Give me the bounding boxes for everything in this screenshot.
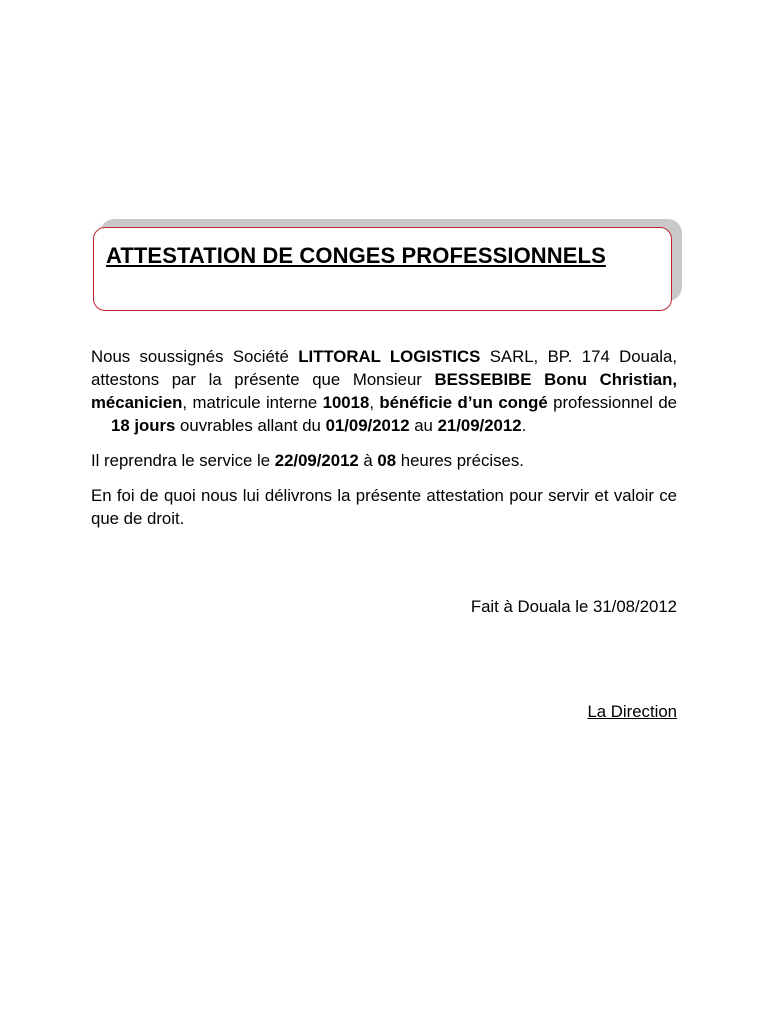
place-date-line: Fait à Douala le 31/08/2012 — [470, 597, 677, 616]
text-segment: au — [409, 416, 438, 435]
employee-name: BESSEBIBE Bonu Christian, mécanicien — [91, 370, 677, 412]
text-segment: Nous soussignés Société — [91, 347, 299, 366]
leave-duration: 18 jours — [111, 416, 176, 435]
text-segment: . — [521, 416, 527, 435]
text-segment: , — [369, 393, 380, 412]
document-body — [91, 345, 677, 542]
document-title: ATTESTATION DE CONGES PROFESSIONNELS — [106, 243, 606, 268]
leave-start-date: 01/09/2012 — [325, 416, 410, 435]
text-segment: à — [358, 451, 378, 470]
leave-end-date: 21/09/2012 — [437, 416, 522, 435]
text-segment: ouvrables allant du — [175, 416, 326, 435]
company-name: LITTORAL LOGISTICS — [298, 347, 481, 366]
resume-hour: 08 — [377, 451, 397, 470]
title-box — [93, 227, 672, 311]
text-segment: , matricule interne — [182, 393, 323, 412]
signature-line: La Direction — [587, 702, 677, 721]
attestation-paragraph — [91, 345, 677, 437]
resume-date: 22/09/2012 — [274, 451, 359, 470]
text-segment: professionnel de — [547, 393, 677, 412]
text-segment: Il reprendra le service le — [91, 451, 275, 470]
benefit-text: bénéficie d’un congé — [379, 393, 548, 412]
text-segment: heures précises. — [396, 451, 524, 470]
text-segment: SARL, BP. 174 Douala, attestons par la présente que Monsieur — [91, 347, 678, 389]
resume-paragraph — [91, 449, 677, 472]
closing-paragraph: En foi de quoi nous lui délivrons la présente attestation pour servir et valoir ce que de droit. — [91, 486, 677, 528]
matricule-number: 10018 — [322, 393, 370, 412]
